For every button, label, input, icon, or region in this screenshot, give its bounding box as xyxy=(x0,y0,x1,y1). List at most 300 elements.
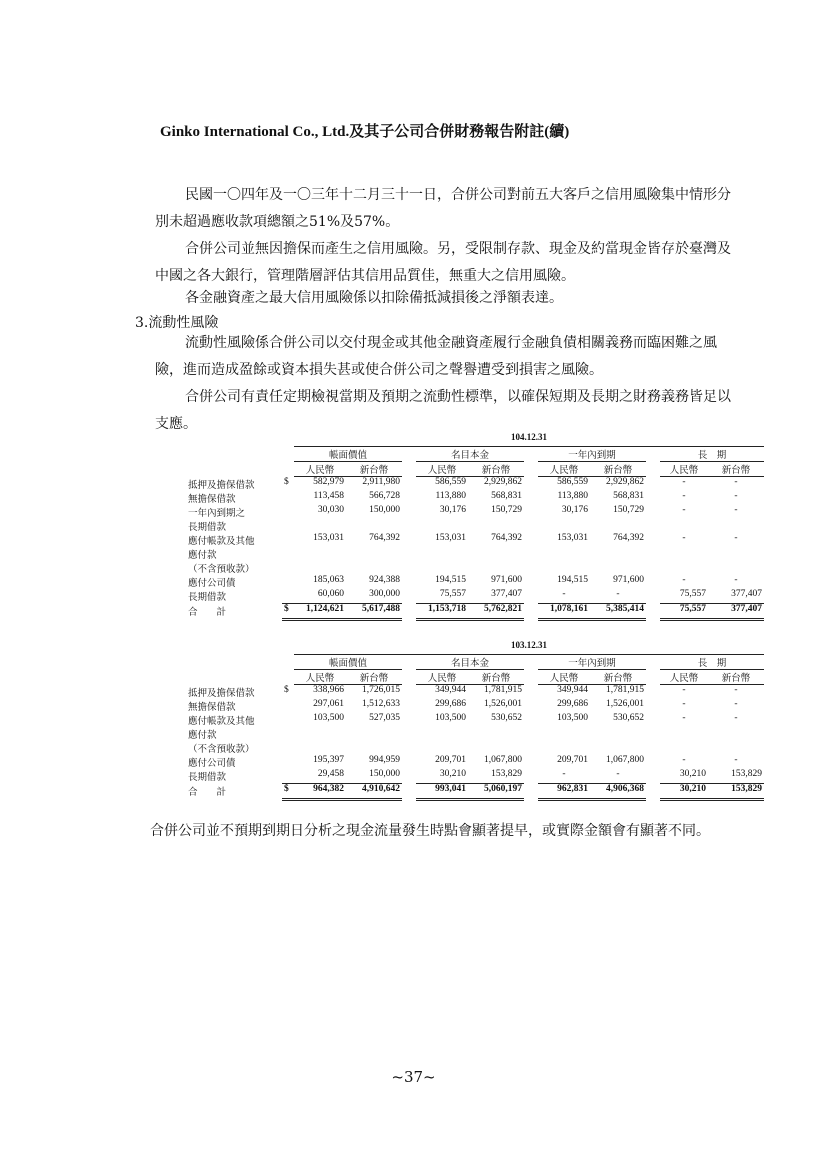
row-label: 合 計 xyxy=(188,787,227,798)
table-row xyxy=(186,769,764,784)
table-cell: 297,061 xyxy=(313,699,344,709)
column-group-header: 名目本金 xyxy=(416,447,524,462)
spacer xyxy=(646,533,660,547)
currency-header: 人民幣 xyxy=(416,670,468,685)
table-cell: 993,041 xyxy=(416,784,468,800)
table-row xyxy=(186,519,764,533)
table-cell: 349,944 xyxy=(435,685,466,695)
currency-header: 新台幣 xyxy=(468,462,524,477)
table-cell: 194,515 xyxy=(435,575,466,585)
table-cell: 150,000 xyxy=(346,769,402,784)
table-cell xyxy=(416,519,468,533)
currency-header: 新台幣 xyxy=(708,462,764,477)
table-cell: 764,392 xyxy=(369,533,400,543)
currency-header: 新台幣 xyxy=(590,462,646,477)
row-label: 應付帳款及其他 xyxy=(188,717,255,727)
table-cell xyxy=(538,547,590,561)
spacer xyxy=(402,655,416,670)
table-cell: 586,559 xyxy=(435,477,466,487)
spacer xyxy=(186,655,282,670)
table-cell xyxy=(708,519,764,533)
table-cell xyxy=(468,561,524,575)
table-cell: 1,781,915 xyxy=(606,685,644,695)
spacer xyxy=(524,547,538,561)
currency-symbol xyxy=(282,589,294,604)
table-cell: 153,031 xyxy=(435,533,466,543)
table-cell xyxy=(468,741,524,755)
currency-header: 人民幣 xyxy=(660,670,708,685)
spacer xyxy=(282,447,294,462)
currency-symbol xyxy=(282,575,294,589)
currency-header: 人民幣 xyxy=(660,462,708,477)
paragraph-guarantee: 合併公司並無因擔保而產生之信用風險。另，受限制存款、現金及約當現金皆存於臺灣及中國之各大銀行，管理階層評估其信用品質佳，無重大之信用風險。 xyxy=(155,241,731,284)
table-cell: - xyxy=(734,755,738,765)
table-cell: 30,210 xyxy=(660,784,708,800)
row-label: 應付款 xyxy=(188,731,217,741)
table-cell xyxy=(468,727,524,741)
table-cell: 4,906,368 xyxy=(590,784,646,800)
table-cell: - xyxy=(538,769,590,784)
row-label: 應付公司債 xyxy=(188,579,236,589)
table-cell: 5,617,488 xyxy=(346,604,402,620)
row-label: 應付款 xyxy=(188,551,217,561)
table-cell: 150,729 xyxy=(613,505,644,515)
table-row xyxy=(186,491,764,505)
table-cell: - xyxy=(682,713,686,723)
table-row xyxy=(186,713,764,727)
table-cell xyxy=(346,519,402,533)
table-cell xyxy=(590,727,646,741)
table-date: 104.12.31 xyxy=(294,432,764,447)
table-cell: 103,500 xyxy=(557,713,588,723)
table-cell: 1,067,800 xyxy=(606,755,644,765)
currency-symbol xyxy=(282,533,294,547)
table-cell: 568,831 xyxy=(491,491,522,501)
table-cell: - xyxy=(734,477,738,487)
table-cell: 924,388 xyxy=(369,575,400,585)
liquidity-table-103 xyxy=(186,640,764,801)
paragraph-liquidity-def: 流動性風險係合併公司以交付現金或其他金融資產履行金融負債相關義務而臨困難之風險，進而造成盈餘或資本損失甚或使合併公司之聲譽遭受到損害之風險。 xyxy=(155,335,717,378)
column-group-header: 帳面價值 xyxy=(294,655,402,670)
table-cell: 209,701 xyxy=(557,755,588,765)
table-row xyxy=(186,505,764,519)
spacer xyxy=(402,533,416,547)
table-cell: 568,831 xyxy=(613,491,644,501)
table-row xyxy=(186,755,764,769)
spacer xyxy=(186,432,282,447)
table-row xyxy=(186,533,764,547)
table-cell: - xyxy=(734,685,738,695)
spacer xyxy=(524,670,538,685)
spacer xyxy=(524,477,538,492)
table-cell xyxy=(660,519,708,533)
spacer xyxy=(524,505,538,519)
table-cell: - xyxy=(682,477,686,487)
table-cell: 103,500 xyxy=(435,713,466,723)
table-cell xyxy=(294,519,346,533)
spacer xyxy=(402,670,416,685)
table-cell: 971,600 xyxy=(613,575,644,585)
table-cell: 153,829 xyxy=(468,769,524,784)
spacer xyxy=(402,755,416,769)
spacer xyxy=(282,670,294,685)
spacer xyxy=(402,462,416,477)
spacer xyxy=(646,685,660,700)
table-cell xyxy=(708,561,764,575)
spacer xyxy=(402,561,416,575)
spacer xyxy=(402,784,416,800)
table-cell: - xyxy=(734,713,738,723)
spacer xyxy=(646,655,660,670)
table-cell: 30,030 xyxy=(317,505,344,515)
currency-header: 新台幣 xyxy=(346,462,402,477)
row-label: 應付公司債 xyxy=(188,759,236,769)
currency-header: 新台幣 xyxy=(468,670,524,685)
row-label: （不含預收款） xyxy=(188,565,255,575)
currency-symbol xyxy=(282,505,294,519)
table-cell xyxy=(708,727,764,741)
spacer xyxy=(524,519,538,533)
spacer xyxy=(402,491,416,505)
column-group-header: 長 期 xyxy=(660,655,764,670)
spacer xyxy=(524,769,538,784)
table-cell: - xyxy=(734,491,738,501)
spacer xyxy=(646,755,660,769)
table-cell: 527,035 xyxy=(369,713,400,723)
spacer xyxy=(402,547,416,561)
currency-header: 新台幣 xyxy=(590,670,646,685)
paragraph-liquidity-policy: 合併公司有責任定期檢視當期及預期之流動性標準，以確保短期及長期之財務義務皆足以支應。 xyxy=(155,389,731,432)
table-cell: - xyxy=(682,533,686,543)
spacer xyxy=(646,589,660,604)
table-cell: 764,392 xyxy=(613,533,644,543)
spacer xyxy=(646,699,660,713)
spacer xyxy=(524,604,538,620)
table-cell: 530,652 xyxy=(613,713,644,723)
table-cell: 5,385,414 xyxy=(590,604,646,620)
currency-symbol xyxy=(282,727,294,741)
table-cell xyxy=(294,547,346,561)
table-cell: - xyxy=(682,699,686,709)
table-date: 103.12.31 xyxy=(294,640,764,655)
row-label: 無擔保借款 xyxy=(188,495,236,505)
spacer xyxy=(646,561,660,575)
table-cell xyxy=(590,561,646,575)
table-cell: 1,781,915 xyxy=(484,685,522,695)
table-cell: 349,944 xyxy=(557,685,588,695)
table-cell: - xyxy=(734,533,738,543)
currency-symbol xyxy=(282,547,294,561)
currency-symbol: $ xyxy=(282,604,294,620)
spacer xyxy=(646,575,660,589)
spacer xyxy=(646,784,660,800)
table-row xyxy=(186,604,764,620)
currency-symbol xyxy=(282,561,294,575)
table-cell: 150,000 xyxy=(369,505,400,515)
table-cell xyxy=(660,561,708,575)
table-cell: 1,526,001 xyxy=(606,699,644,709)
table-row xyxy=(186,699,764,713)
currency-symbol xyxy=(282,519,294,533)
table-cell xyxy=(346,727,402,741)
table-cell: 2,929,862 xyxy=(606,477,644,487)
paragraph-max-credit-risk: 各金融資產之最大信用風險係以扣除備抵減損後之淨額表達。 xyxy=(185,290,563,306)
table-cell: 2,911,980 xyxy=(362,477,400,487)
table-cell: - xyxy=(734,505,738,515)
section-heading-liquidity: 3.流動性風險 xyxy=(135,315,219,331)
spacer xyxy=(402,769,416,784)
table-cell xyxy=(590,741,646,755)
table-cell: 377,407 xyxy=(708,589,764,604)
paragraph-footer: 合併公司並不預期到期日分析之現金流量發生時點會顯著提早，或實際金額會有顯著不同。 xyxy=(150,823,710,839)
table-cell xyxy=(416,547,468,561)
spacer xyxy=(402,477,416,492)
table-cell: 586,559 xyxy=(557,477,588,487)
row-label: 抵押及擔保借款 xyxy=(188,480,255,491)
table-cell xyxy=(590,519,646,533)
spacer xyxy=(646,604,660,620)
table-cell: 150,729 xyxy=(491,505,522,515)
table-cell: 153,031 xyxy=(557,533,588,543)
spacer xyxy=(646,547,660,561)
table-cell xyxy=(538,741,590,755)
table-cell: 194,515 xyxy=(557,575,588,585)
table-cell xyxy=(294,561,346,575)
table-cell xyxy=(538,519,590,533)
currency-symbol xyxy=(282,769,294,784)
currency-header: 人民幣 xyxy=(416,462,468,477)
table-cell: 30,210 xyxy=(416,769,468,784)
table-cell: - xyxy=(590,769,646,784)
table-cell: 153,031 xyxy=(313,533,344,543)
table-cell xyxy=(294,727,346,741)
currency-header: 新台幣 xyxy=(708,670,764,685)
table-cell xyxy=(468,547,524,561)
spacer xyxy=(524,589,538,604)
row-label: 無擔保借款 xyxy=(188,703,236,713)
table-row xyxy=(186,741,764,755)
table-cell: - xyxy=(682,685,686,695)
table-cell xyxy=(538,727,590,741)
table-cell: 994,959 xyxy=(369,755,400,765)
row-label: 一年內到期之 xyxy=(188,509,246,519)
currency-symbol: $ xyxy=(284,476,289,487)
table-cell: 153,829 xyxy=(708,769,764,784)
table-cell: - xyxy=(538,589,590,604)
currency-symbol xyxy=(282,741,294,755)
spacer xyxy=(186,640,282,655)
table-cell: - xyxy=(734,575,738,585)
spacer xyxy=(402,727,416,741)
spacer xyxy=(402,519,416,533)
spacer xyxy=(524,727,538,741)
row-label: 長期借款 xyxy=(188,523,227,533)
table-cell: 75,557 xyxy=(660,589,708,604)
table-cell: 209,701 xyxy=(435,755,466,765)
table-cell: 113,458 xyxy=(313,491,344,501)
table-cell: 30,176 xyxy=(439,505,466,515)
table-cell: - xyxy=(682,575,686,585)
spacer xyxy=(646,505,660,519)
table-cell: 113,880 xyxy=(435,491,466,501)
currency-symbol: $ xyxy=(282,784,294,800)
currency-header: 人民幣 xyxy=(538,462,590,477)
currency-header: 新台幣 xyxy=(346,670,402,685)
spacer xyxy=(282,655,294,670)
spacer xyxy=(646,519,660,533)
table-cell: 60,060 xyxy=(294,589,346,604)
table-cell xyxy=(590,547,646,561)
table-cell xyxy=(468,519,524,533)
currency-symbol xyxy=(282,713,294,727)
paragraph-concentration: 民國一〇四年及一〇三年十二月三十一日，合併公司對前五大客戶之信用風險集中情形分別未超過應收款項總額之51%及57%。 xyxy=(155,187,731,230)
spacer xyxy=(186,462,282,477)
table-cell: 377,407 xyxy=(468,589,524,604)
table-cell: 300,000 xyxy=(346,589,402,604)
table-cell: 566,728 xyxy=(369,491,400,501)
spacer xyxy=(524,447,538,462)
spacer xyxy=(646,727,660,741)
row-label: 長期借款 xyxy=(188,773,227,783)
spacer xyxy=(186,447,282,462)
table-cell xyxy=(708,741,764,755)
currency-symbol xyxy=(282,699,294,713)
table-cell: 1,512,633 xyxy=(362,699,400,709)
table-cell xyxy=(660,547,708,561)
spacer xyxy=(524,784,538,800)
spacer xyxy=(524,491,538,505)
spacer xyxy=(402,575,416,589)
table-cell: 971,600 xyxy=(491,575,522,585)
table-cell: 153,829 xyxy=(708,784,764,800)
table-cell: 5,060,197 xyxy=(468,784,524,800)
table-cell: 299,686 xyxy=(557,699,588,709)
spacer xyxy=(646,491,660,505)
table-cell xyxy=(708,547,764,561)
spacer xyxy=(646,477,660,492)
table-row xyxy=(186,477,764,492)
table-cell: 30,176 xyxy=(561,505,588,515)
spacer xyxy=(524,533,538,547)
table-cell: - xyxy=(682,505,686,515)
row-label: 合 計 xyxy=(188,607,227,618)
currency-header: 人民幣 xyxy=(294,670,346,685)
table-cell: 964,382 xyxy=(294,784,346,800)
table-cell: 1,078,161 xyxy=(538,604,590,620)
table-cell: 1,124,621 xyxy=(294,604,346,620)
row-label: 長期借款 xyxy=(188,593,227,603)
table-cell: - xyxy=(682,755,686,765)
spacer xyxy=(402,589,416,604)
table-cell: 530,652 xyxy=(491,713,522,723)
currency-symbol xyxy=(282,491,294,505)
table-cell: 2,929,862 xyxy=(484,477,522,487)
table-cell xyxy=(416,741,468,755)
table-row xyxy=(186,575,764,589)
table-cell xyxy=(294,741,346,755)
spacer xyxy=(402,505,416,519)
table-cell xyxy=(660,741,708,755)
table-cell: 29,458 xyxy=(294,769,346,784)
currency-symbol xyxy=(282,755,294,769)
spacer xyxy=(524,561,538,575)
table-cell: 1,726,015 xyxy=(362,685,400,695)
spacer xyxy=(402,741,416,755)
spacer xyxy=(186,670,282,685)
spacer xyxy=(646,462,660,477)
table-cell xyxy=(346,741,402,755)
table-cell: 582,979 xyxy=(313,477,344,487)
table-row xyxy=(186,589,764,604)
spacer xyxy=(524,462,538,477)
table-cell: - xyxy=(734,699,738,709)
table-row xyxy=(186,727,764,741)
table-cell: 1,153,718 xyxy=(416,604,468,620)
table-cell: 338,966 xyxy=(313,685,344,695)
table-cell: 75,557 xyxy=(416,589,468,604)
table-cell: 377,407 xyxy=(708,604,764,620)
table-cell: 75,557 xyxy=(660,604,708,620)
spacer xyxy=(524,755,538,769)
table-cell: 299,686 xyxy=(435,699,466,709)
spacer xyxy=(646,670,660,685)
spacer xyxy=(646,741,660,755)
column-group-header: 一年內到期 xyxy=(538,447,646,462)
row-label: 應付帳款及其他 xyxy=(188,537,255,547)
spacer xyxy=(402,699,416,713)
spacer xyxy=(402,713,416,727)
table-cell: 5,762,821 xyxy=(468,604,524,620)
column-group-header: 長 期 xyxy=(660,447,764,462)
table-cell xyxy=(346,547,402,561)
row-label: 抵押及擔保借款 xyxy=(188,688,255,699)
table-cell xyxy=(346,561,402,575)
spacer xyxy=(402,604,416,620)
table-row xyxy=(186,561,764,575)
spacer xyxy=(524,685,538,700)
page-title: Ginko International Co., Ltd.及其子公司合併財務報告附註(續) xyxy=(160,124,570,140)
column-group-header: 名目本金 xyxy=(416,655,524,670)
spacer xyxy=(646,769,660,784)
table-cell: 4,910,642 xyxy=(346,784,402,800)
table-cell: 764,392 xyxy=(491,533,522,543)
currency-header: 人民幣 xyxy=(538,670,590,685)
currency-symbol: $ xyxy=(284,684,289,695)
spacer xyxy=(282,462,294,477)
table-cell: 103,500 xyxy=(313,713,344,723)
table-row xyxy=(186,547,764,561)
table-cell: 1,067,800 xyxy=(484,755,522,765)
table-cell: 962,831 xyxy=(538,784,590,800)
spacer xyxy=(524,699,538,713)
table-cell xyxy=(416,561,468,575)
page-number: ~37~ xyxy=(391,1068,436,1086)
table-row xyxy=(186,685,764,700)
spacer xyxy=(282,640,294,655)
spacer xyxy=(524,575,538,589)
table-cell: 185,063 xyxy=(313,575,344,585)
spacer xyxy=(282,432,294,447)
spacer xyxy=(524,713,538,727)
table-cell: - xyxy=(682,491,686,501)
table-cell xyxy=(416,727,468,741)
row-label: （不含預收款） xyxy=(188,745,255,755)
table-cell: 1,526,001 xyxy=(484,699,522,709)
table-row xyxy=(186,784,764,800)
liquidity-table-104 xyxy=(186,432,764,621)
table-cell: 113,880 xyxy=(557,491,588,501)
column-group-header: 帳面價值 xyxy=(294,447,402,462)
